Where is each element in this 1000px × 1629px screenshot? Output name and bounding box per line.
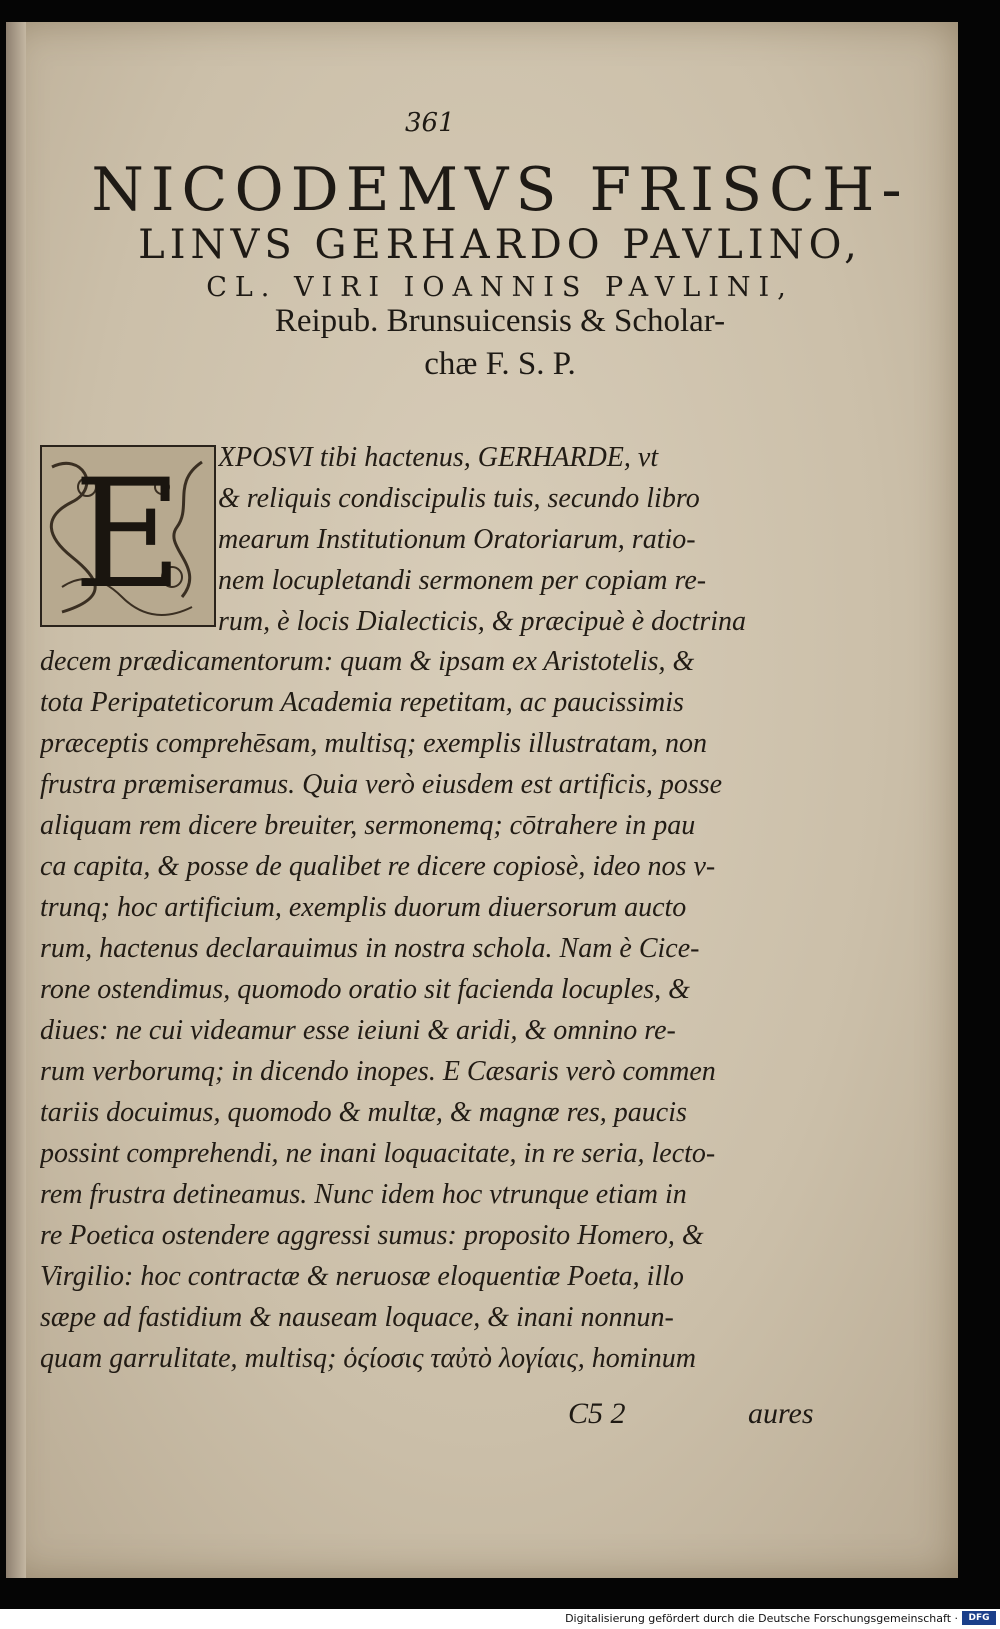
page-spine-shadow [6,22,26,1578]
text-line: rum, hactenus declarauimus in nostra schola. Nam è Cice- [40,933,700,964]
text-line: præceptis comprehēsam, multisq; exemplis illustratam, non [40,728,708,759]
dfg-logo: DFG [962,1611,996,1625]
text-line: & reliquis condiscipulis tuis, secundo libro [218,483,700,514]
text-line: rem frustra detineamus. Nunc idem hoc vtrunque etiam in [40,1179,687,1210]
text-line: rone ostendimus, quomodo oratio sit facienda locuples, & [40,974,690,1005]
text-line: frustra præmiseramus. Quia verò eiusdem est artificis, posse [40,769,723,800]
catchword: aures [748,1397,814,1430]
text-line: decem prædicamentorum: quam & ipsam ex Aristotelis, & [40,646,695,677]
text-line: mearum Institutionum Oratoriarum, ratio- [218,524,696,555]
text-line: ca capita, & posse de qualibet re dicere copiosè, ideo nos v- [40,851,716,882]
text-line: sæpe ad fastidium & nauseam loquace, & inani nonnun- [40,1302,674,1333]
opening-lines [218,437,830,642]
footer-credit: Digitalisierung gefördert durch die Deutsche Forschungsgemeinschaft · [565,1612,958,1625]
text-line: possint comprehendi, ne inani loquacitate, in re seria, lecto- [40,1138,716,1169]
text-line: trunq; hoc artificium, exemplis duorum diuersorum aucto [40,892,687,923]
text-line: nem locupletandi sermonem per copiam re- [218,565,707,596]
title-line-3: CL. VIRI IOANNIS PAVLINI, [206,272,794,303]
text-line: aliquam rem dicere breuiter, sermonemq; cōtrahere in pau [40,810,696,841]
title-line-5: chæ F. S. P. [424,346,576,382]
text-line: XPOSVI tibi hactenus, GERHARDE, vt [218,442,659,473]
signature-mark: C5 2 [568,1397,626,1430]
text-line: rum, è locis Dialecticis, & præcipuè è doctrina [218,606,747,637]
text-line: re Poetica ostendere aggressi sumus: proposito Homero, & [40,1220,704,1251]
text-line: tota Peripateticorum Academia repetitam, ac paucissimis [40,687,684,718]
text-line: rum verborumq; in dicendo inopes. E Cæsaris verò commen [40,1056,716,1087]
body-text [40,641,830,1379]
page-number: 361 [405,108,455,138]
text-line: tariis docuimus, quomodo & multæ, & magnæ res, paucis [40,1097,687,1128]
initial-letter: E [73,448,183,622]
decorated-initial [40,445,216,627]
text-line: quam garrulitate, multisq; ὁςίοσις ταὐτὸ λογίαις, hominum [40,1343,697,1374]
text-line: diues: ne cui videamur esse ieiuni & aridi, & omnino re- [40,1015,676,1046]
title-line-1: NICODEMVS FRISCH- [91,155,909,225]
text-line: Virgilio: hoc contractæ & neruosæ eloquentiæ Poeta, illo [40,1261,684,1292]
title-line-4: Reipub. Brunsuicensis & Scholar- [274,303,726,339]
title-line-2: LINVS GERHARDO PAVLINO, [138,222,862,268]
